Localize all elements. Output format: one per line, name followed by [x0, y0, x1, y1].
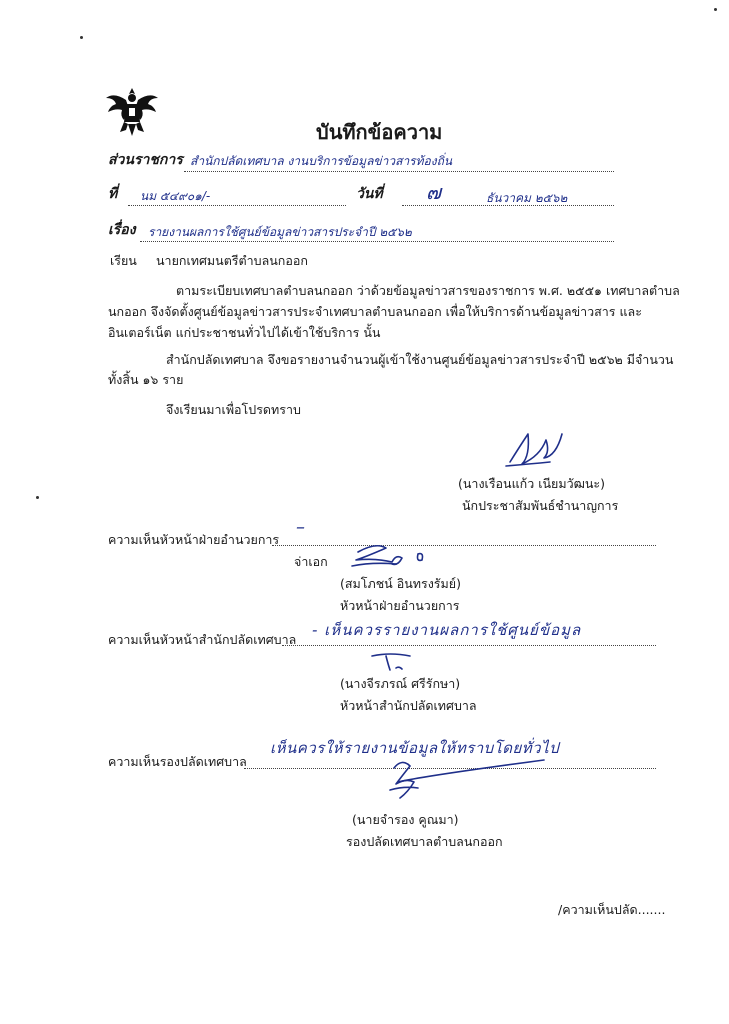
opinion2-handwritten: - เห็นควรรายงานผลการใช้ศูนย์ข้อมูล	[312, 621, 582, 639]
para1-line1: ตามระเบียบเทศบาลตำบลนกออก ว่าด้วยข้อมูลข่าวสารของราชการ พ.ศ. ๒๕๕๑ เทศบาลตำบล	[176, 283, 680, 298]
to-value: นายกเทศมนตรีตำบลนกออก	[156, 253, 308, 268]
opinion1-position: หัวหน้าฝ่ายอำนวยการ	[340, 598, 460, 613]
para2-line2: ทั้งสิ้น ๑๖ ราย	[108, 372, 184, 387]
department-value: สำนักปลัดเทศบาล งานบริการข้อมูลข่าวสารท้องถิ่น	[190, 154, 453, 168]
ref-label: ที่	[108, 186, 118, 202]
opinion3-label: ความเห็นรองปลัดเทศบาล	[108, 754, 247, 769]
to-label: เรียน	[110, 253, 137, 268]
opinion2-dotline	[282, 645, 656, 646]
date-day: ๗	[426, 180, 442, 204]
signer1-name: (นางเรือนแก้ว เนียมวัฒนะ)	[458, 476, 606, 491]
para1-line2: นกออก จึงจัดตั้งศูนย์ข้อมูลข่าวสารประจำเทศบาลตำบลนกออก เพื่อให้บริการด้านข้อมูลข่าวสาร และ	[108, 304, 642, 319]
subject-dotline	[140, 241, 614, 242]
closing-text: จึงเรียนมาเพื่อโปรดทราบ	[166, 402, 301, 417]
signature-4	[384, 754, 550, 804]
date-dotline	[402, 205, 614, 206]
subject-label: เรื่อง	[108, 222, 136, 238]
signature-1	[500, 426, 570, 472]
opinion2-position: หัวหน้าสำนักปลัดเทศบาล	[340, 698, 477, 713]
continued-note: /ความเห็นปลัด.......	[558, 902, 666, 917]
date-month-year: ธันวาคม ๒๕๖๒	[486, 191, 568, 205]
scan-speck	[80, 36, 83, 39]
signature-3	[366, 648, 416, 674]
opinion2-name: (นางจีรภรณ์ ศรีรักษา)	[340, 676, 461, 691]
opinion1-label: ความเห็นหัวหน้าฝ่ายอำนวยการ	[108, 532, 280, 547]
department-dotline	[184, 171, 614, 172]
ref-value: นม ๕๔๙๐๑/-	[140, 189, 211, 203]
ref-dotline	[128, 205, 346, 206]
opinion1-name: (สมโภชน์ อินทรงรัมย์)	[340, 576, 461, 591]
para1-line3: อินเตอร์เน็ต แก่ประชาชนทั่วไปได้เข้าใช้บริการ นั้น	[108, 325, 381, 340]
scan-speck	[714, 8, 717, 11]
memo-title: บันทึกข้อความ	[316, 120, 443, 144]
para2-line1: สำนักปลัดเทศบาล จึงขอรายงานจำนวนผู้เข้าใช้งานศูนย์ข้อมูลข่าวสารประจำปี ๒๕๖๒ มีจำนวน	[166, 352, 674, 367]
subject-value: รายงานผลการใช้ศูนย์ข้อมูลข่าวสารประจำปี ๒๕๖๒	[148, 225, 412, 239]
opinion3-handwritten: เห็นควรให้รายงานข้อมูลให้ทราบโดยทั่วไป	[270, 739, 560, 757]
date-label: วันที่	[356, 186, 383, 202]
opinion2-label: ความเห็นหัวหน้าสำนักปลัดเทศบาล	[108, 632, 297, 647]
opinion3-name: (นายจำรอง คูณมา)	[352, 812, 459, 827]
department-label: ส่วนราชการ	[108, 152, 183, 168]
opinion3-position: รองปลัดเทศบาลตำบลนกออก	[346, 834, 503, 849]
signature-2	[346, 540, 432, 574]
scan-speck	[36, 496, 39, 499]
opinion1-prefix: จ่าเอก	[294, 554, 328, 569]
opinion1-handwritten: –	[296, 517, 305, 538]
garuda-emblem-icon	[104, 84, 160, 140]
signer1-position: นักประชาสัมพันธ์ชำนาญการ	[462, 498, 619, 513]
opinion1-dotline	[272, 545, 656, 546]
